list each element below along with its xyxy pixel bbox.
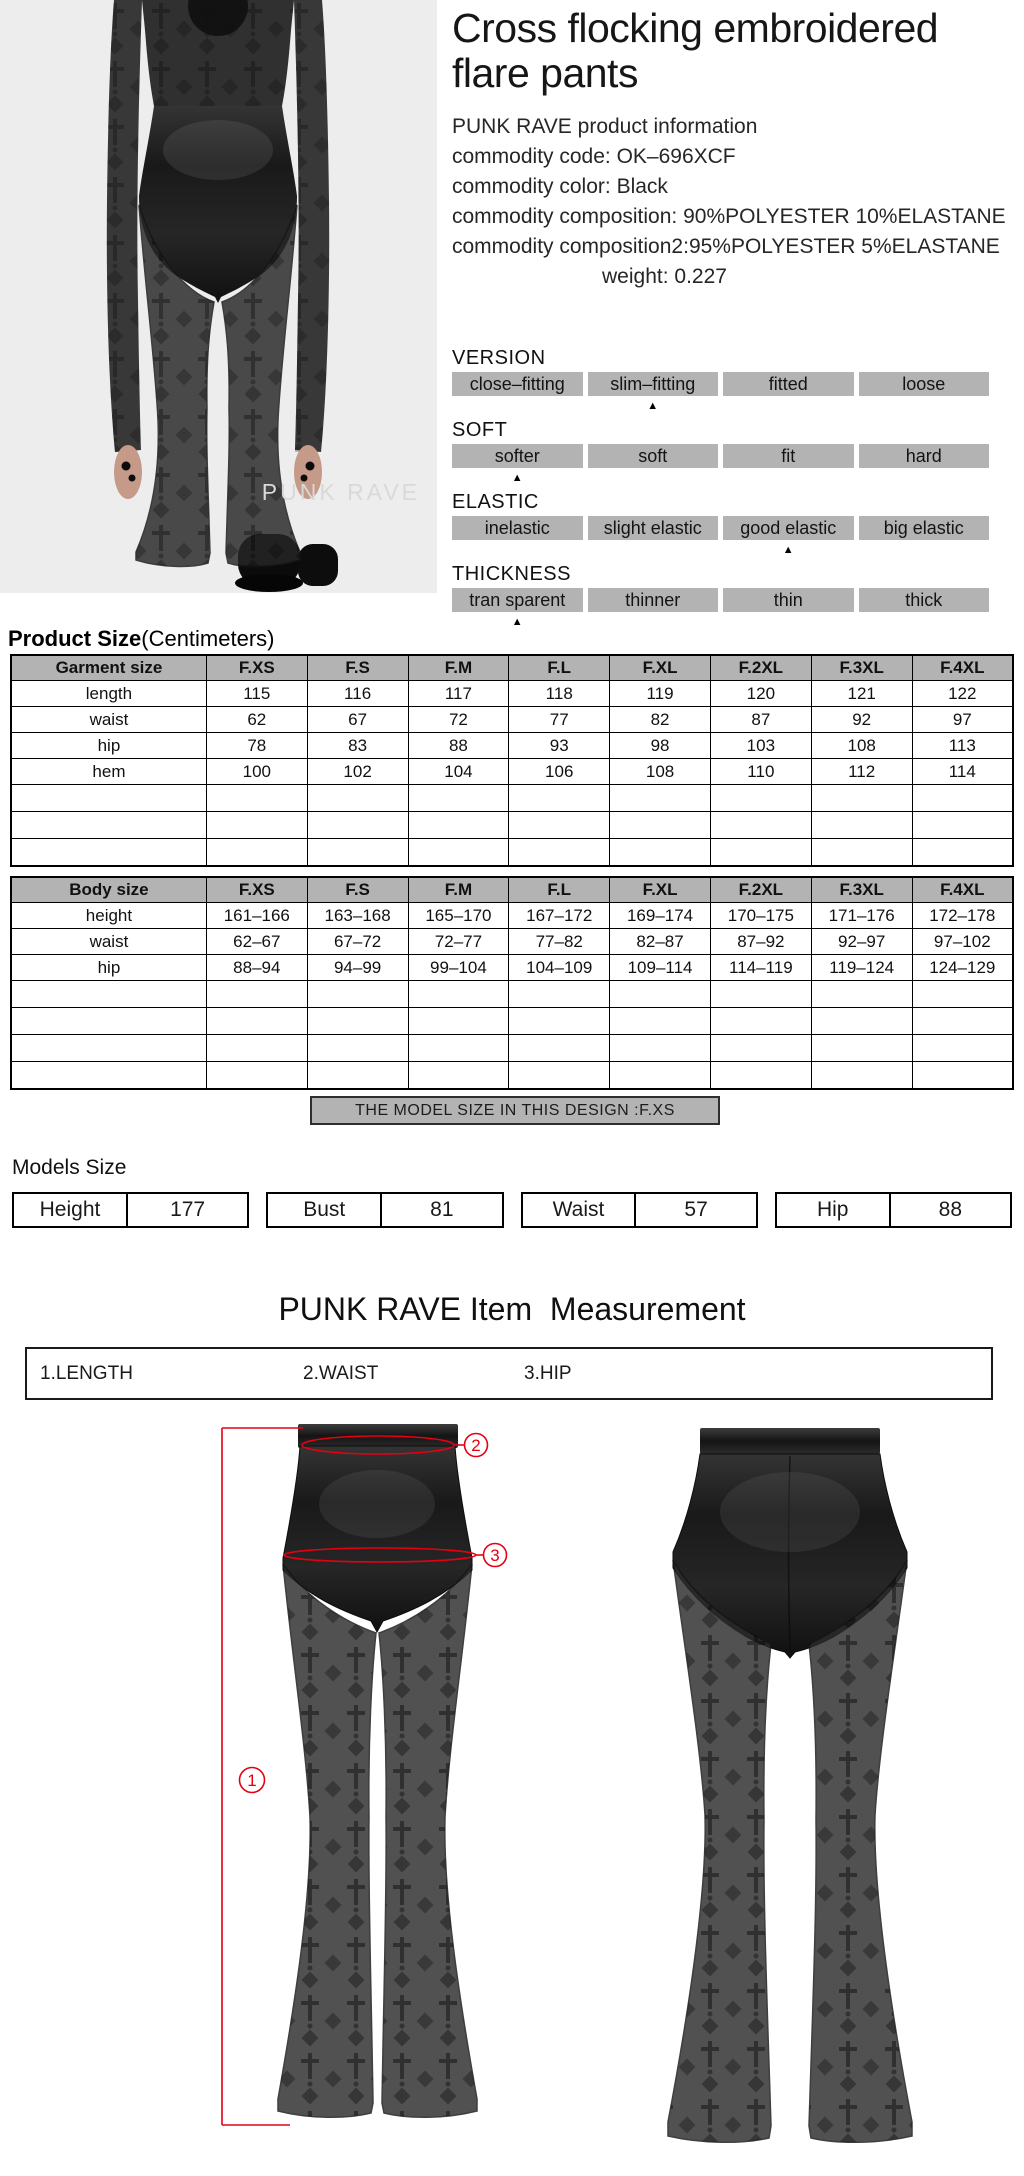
table-cell: 161–166 [206,903,307,929]
info-value: OK–696XCF [616,145,736,168]
table-cell: 167–172 [509,903,610,929]
column-header: F.2XL [710,655,811,681]
table-cell: 67–72 [307,929,408,955]
table-cell: 119 [610,681,711,707]
model-size-note: THE MODEL SIZE IN THIS DESIGN :F.XS [310,1096,720,1125]
table-cell [610,812,711,839]
table-cell [11,785,206,812]
table-cell: 82 [610,707,711,733]
column-header: F.4XL [912,877,1013,903]
table-cell: 106 [509,759,610,785]
table-cell [710,812,811,839]
table-cell [408,785,509,812]
table-corner-cell: Body size [11,877,206,903]
table-cell [307,785,408,812]
table-cell: 108 [811,733,912,759]
table-cell: 78 [206,733,307,759]
info-label: commodity color: [452,175,611,198]
column-header: F.XS [206,877,307,903]
table-cell [811,812,912,839]
column-header: F.XL [610,655,711,681]
table-cell [408,1062,509,1090]
attribute-option: fitted [723,372,854,396]
info-value: 90%POLYESTER 10%ELASTANE [683,205,1006,228]
table-cell: 114 [912,759,1013,785]
model-waist-box [521,1192,758,1228]
product-photo [0,0,437,593]
table-row [11,681,1013,707]
table-cell [307,839,408,867]
table-cell: 109–114 [610,955,711,981]
table-cell [610,785,711,812]
table-cell [11,1008,206,1035]
table-row [11,955,1013,981]
table-cell [307,1035,408,1062]
table-cell: 93 [509,733,610,759]
column-header: F.4XL [912,655,1013,681]
title-line-1: Cross flocking embroidered [452,5,939,51]
attribute-option: loose [859,372,990,396]
table-row [11,929,1013,955]
table-header-row [11,877,1013,903]
marker-1 [240,1768,265,1793]
table-cell [710,1035,811,1062]
table-cell [11,839,206,867]
leather-sheen [720,1472,860,1552]
table-cell: 99–104 [408,955,509,981]
info-label: weight: [602,265,669,288]
table-cell: 108 [610,759,711,785]
table-cell: 165–170 [408,903,509,929]
table-cell: 110 [710,759,811,785]
table-row [11,759,1013,785]
product-size-heading [8,626,275,652]
table-empty-row [11,1062,1013,1090]
attribute-group [452,490,989,558]
table-cell: 169–174 [610,903,711,929]
table-cell [408,981,509,1008]
row-label: hem [11,759,206,785]
table-cell [610,839,711,867]
table-cell [307,981,408,1008]
info-line-composition2 [452,232,1022,262]
table-cell: 124–129 [912,955,1013,981]
attribute-name: THICKNESS [452,563,571,585]
table-cell: 113 [912,733,1013,759]
table-cell [408,839,509,867]
table-cell: 121 [811,681,912,707]
table-cell [912,839,1013,867]
table-cell [912,785,1013,812]
info-line-code [452,142,1022,172]
table-cell [509,1008,610,1035]
table-cell [912,812,1013,839]
measurement-legend-strip [25,1347,993,1400]
legend-length: 1.LENGTH [40,1363,133,1384]
table-cell [509,1035,610,1062]
table-empty-row [11,812,1013,839]
table-corner-cell: Garment size [11,655,206,681]
table-cell: 103 [710,733,811,759]
table-cell [912,981,1013,1008]
row-label: hip [11,955,206,981]
table-header-row [11,655,1013,681]
model-height-value: 177 [170,1198,206,1221]
table-cell [811,1008,912,1035]
measurement-heading: PUNK RAVE Item Measurement [278,1291,746,1327]
table-cell: 97 [912,707,1013,733]
table-cell: 77 [509,707,610,733]
table-cell [11,1062,206,1090]
column-header: F.XS [206,655,307,681]
table-cell: 62 [206,707,307,733]
table-cell [11,812,206,839]
table-cell [307,1062,408,1090]
table-cell [408,1035,509,1062]
attribute-option: tran sparent [452,588,583,612]
table-cell [811,785,912,812]
legend-waist: 2.WAIST [303,1363,379,1384]
table-cell: 171–176 [811,903,912,929]
marker-slot [723,472,854,486]
attribute-marker-row [452,400,989,414]
table-cell: 62–67 [206,929,307,955]
leather-sheen [319,1470,435,1538]
attribute-name: VERSION [452,347,546,369]
table-row [11,707,1013,733]
back-waistband [700,1428,880,1454]
measurement-diagram-front [195,1412,595,2137]
column-header: F.S [307,877,408,903]
table-cell: 120 [710,681,811,707]
table-cell [912,1062,1013,1090]
table-cell: 117 [408,681,509,707]
attribute-option: thinner [588,588,719,612]
info-heading: PUNK RAVE product information [452,115,758,138]
info-label: commodity code: [452,145,611,168]
table-cell: 83 [307,733,408,759]
table-cell: 170–175 [710,903,811,929]
model-height-box [12,1192,249,1228]
product-size-heading-unit: (Centimeters) [141,626,275,651]
marker-slot [859,616,990,630]
table-cell [206,1008,307,1035]
table-cell [509,839,610,867]
table-cell: 72 [408,707,509,733]
attribute-option: inelastic [452,516,583,540]
table-cell: 88–94 [206,955,307,981]
attribute-options [452,516,989,540]
models-size-heading: Models Size [12,1156,127,1179]
table-cell: 87–92 [710,929,811,955]
attribute-options [452,588,989,612]
table-cell [710,785,811,812]
table-cell [509,981,610,1008]
table-cell [206,785,307,812]
column-header: F.3XL [811,877,912,903]
selected-marker: ▲ [511,472,523,484]
svg-text:3: 3 [490,1546,500,1565]
table-cell: 77–82 [509,929,610,955]
attribute-group [452,562,989,630]
table-cell: 114–119 [710,955,811,981]
table-cell [509,812,610,839]
attribute-options [452,372,989,396]
marker-slot [723,400,854,414]
info-label: commodity composition: [452,205,678,228]
table-cell: 172–178 [912,903,1013,929]
table-cell [408,1008,509,1035]
marker-slot [588,544,719,558]
info-value: 95%POLYESTER 5%ELASTANE [688,235,1000,258]
table-empty-row [11,785,1013,812]
table-cell [710,1062,811,1090]
garment-size-table [10,654,1014,867]
attribute-marker-row [452,544,989,558]
row-label: height [11,903,206,929]
model-bust-box [266,1192,503,1228]
marker-slot [859,544,990,558]
table-cell [206,981,307,1008]
table-cell: 94–99 [307,955,408,981]
svg-text:2: 2 [471,1436,481,1455]
model-hip-value: 88 [938,1198,963,1221]
table-empty-row [11,1035,1013,1062]
table-cell: 92–97 [811,929,912,955]
marker-slot [452,400,583,414]
table-cell [408,812,509,839]
attribute-options [452,444,989,468]
attribute-option: thick [859,588,990,612]
marker-slot [859,400,990,414]
table-cell: 72–77 [408,929,509,955]
table-cell [206,1062,307,1090]
info-label: commodity composition2: [452,235,689,258]
table-cell [206,1035,307,1062]
selected-marker: ▲ [647,400,659,412]
table-cell: 112 [811,759,912,785]
table-cell: 97–102 [912,929,1013,955]
row-label: waist [11,707,206,733]
model-bust-label: Bust [268,1194,382,1226]
column-header: F.S [307,655,408,681]
legend-hip: 3.HIP [524,1363,572,1384]
info-line-composition [452,202,1022,232]
selected-marker: ▲ [511,616,523,628]
info-value: 0.227 [674,265,727,288]
marker-slot [859,472,990,486]
attribute-name: SOFT [452,419,508,441]
attribute-option: hard [859,444,990,468]
attribute-group [452,418,989,486]
table-cell [610,1035,711,1062]
table-cell [206,812,307,839]
attribute-marker-row [452,616,989,630]
row-label: waist [11,929,206,955]
front-legs [278,1564,477,2117]
table-cell: 115 [206,681,307,707]
marker-slot [452,544,583,558]
table-empty-row [11,981,1013,1008]
table-cell: 102 [307,759,408,785]
info-line-color [452,172,1022,202]
title-line-2: flare pants [452,50,638,96]
table-cell [710,981,811,1008]
table-cell [307,1008,408,1035]
attribute-option: soft [588,444,719,468]
marker-slot [588,616,719,630]
attribute-option: slim–fitting [588,372,719,396]
attribute-name: ELASTIC [452,491,539,513]
attribute-option: softer [452,444,583,468]
model-hip-label: Hip [777,1194,891,1226]
table-cell [11,981,206,1008]
column-header: F.L [509,655,610,681]
attribute-option: big elastic [859,516,990,540]
marker-slot [723,616,854,630]
table-cell: 163–168 [307,903,408,929]
info-value: Black [616,175,668,198]
attribute-option: thin [723,588,854,612]
selected-marker: ▲ [782,544,794,556]
model-bust-value: 81 [430,1198,454,1221]
attribute-section [452,346,989,634]
table-cell: 104–109 [509,955,610,981]
svg-text:1: 1 [247,1771,257,1790]
table-cell: 119–124 [811,955,912,981]
table-cell [610,981,711,1008]
page-title [452,6,938,96]
table-cell: 116 [307,681,408,707]
row-label: hip [11,733,206,759]
model-hip-box [775,1192,1012,1228]
table-cell: 92 [811,707,912,733]
model-waist-label: Waist [523,1194,637,1226]
model-waist-value: 57 [684,1198,708,1221]
table-cell: 82–87 [610,929,711,955]
product-information [452,112,1022,292]
attribute-marker-row [452,472,989,486]
photo-watermark: PUNK RAVE [261,479,420,505]
table-empty-row [11,839,1013,867]
table-cell: 122 [912,681,1013,707]
table-cell: 98 [610,733,711,759]
row-label: length [11,681,206,707]
table-cell [811,839,912,867]
measurement-diagram-back [595,1400,1015,2155]
attribute-group [452,346,989,414]
table-cell [509,785,610,812]
attribute-option: fit [723,444,854,468]
column-header: F.M [408,877,509,903]
table-cell [710,839,811,867]
table-row [11,733,1013,759]
body-size-table [10,876,1014,1090]
table-cell [307,812,408,839]
table-cell [610,1008,711,1035]
table-cell [912,1035,1013,1062]
table-cell [206,839,307,867]
table-cell [11,1035,206,1062]
table-empty-row [11,1008,1013,1035]
mesh-top-torso [142,0,294,106]
table-cell: 104 [408,759,509,785]
table-cell [710,1008,811,1035]
model-height-label: Height [14,1194,128,1226]
marker-2 [465,1434,488,1457]
marker-slot [588,472,719,486]
column-header: F.L [509,877,610,903]
table-row [11,903,1013,929]
table-cell [509,1062,610,1090]
attribute-option: slight elastic [588,516,719,540]
attribute-option: good elastic [723,516,854,540]
table-cell [811,981,912,1008]
attribute-option: close–fitting [452,372,583,396]
marker-3 [484,1544,507,1567]
table-cell [912,1008,1013,1035]
column-header: F.XL [610,877,711,903]
table-cell: 100 [206,759,307,785]
models-size-row [12,1192,1012,1228]
table-cell [811,1062,912,1090]
column-header: F.2XL [710,877,811,903]
column-header: F.M [408,655,509,681]
table-cell: 67 [307,707,408,733]
table-cell: 118 [509,681,610,707]
table-cell: 87 [710,707,811,733]
info-line-weight [452,262,1022,292]
product-size-heading-bold: Product Size [8,626,142,651]
table-cell [811,1035,912,1062]
table-cell: 88 [408,733,509,759]
column-header: F.3XL [811,655,912,681]
table-cell [610,1062,711,1090]
